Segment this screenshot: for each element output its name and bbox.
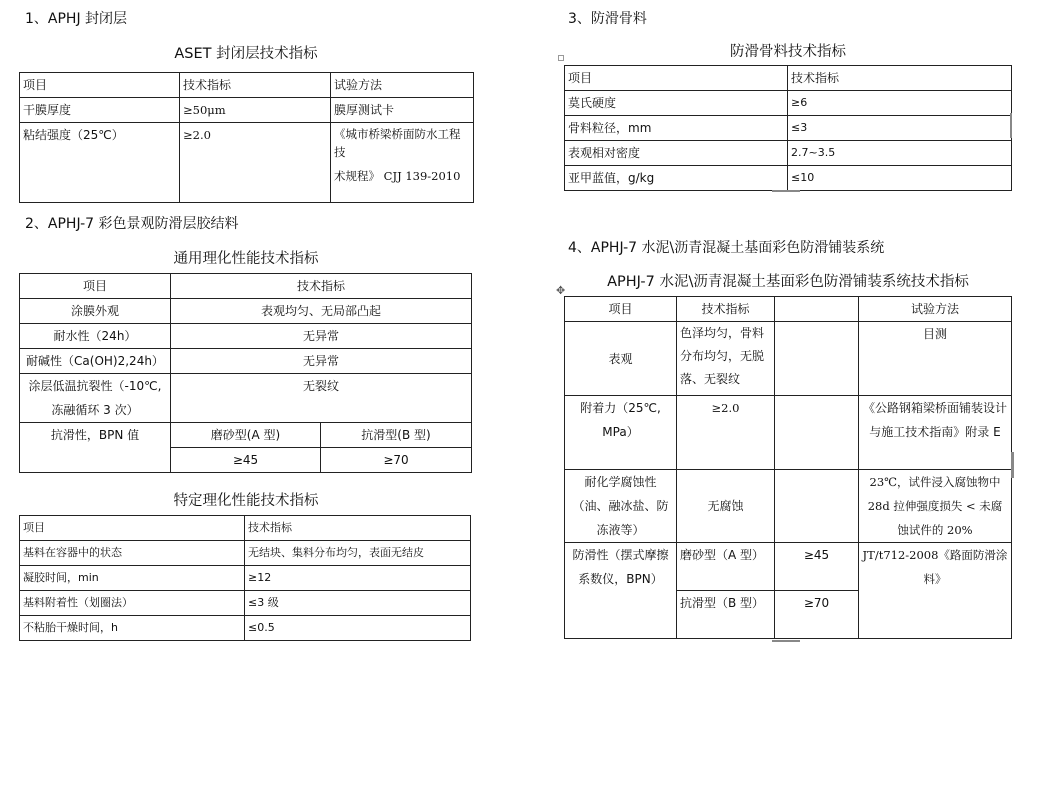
cell-item: 防滑性（摆式摩擦系数仪，BPN） (565, 543, 677, 639)
resize-handle (772, 190, 800, 192)
paving-system-spec-table (564, 296, 1012, 639)
cell-item: 耐化学腐蚀性（油、融冰盐、防冻液等） (565, 470, 677, 543)
table-header-row (565, 66, 1012, 91)
cell-empty (775, 396, 859, 470)
header-cell: 项目 (20, 516, 245, 541)
table-row (20, 566, 471, 591)
cell-spec: ≥50μm (180, 98, 331, 123)
aset-spec-table (19, 72, 474, 203)
cell-type-b: 抗滑型(B 型) (321, 423, 472, 448)
cell-item: 耐碱性（Ca(OH)2,24h） (20, 349, 171, 374)
cell-item: 亚甲蓝值，g/kg (565, 166, 788, 191)
method-line-1: 《城市桥梁桥面防水工程技 (334, 127, 461, 159)
cell-spec: 无腐蚀 (677, 470, 775, 543)
section-3-heading: 3、防滑骨料 (568, 11, 647, 27)
cell-item: 耐水性（24h） (20, 324, 171, 349)
header-cell: 技术指标 (788, 66, 1012, 91)
section-2-heading: 2、APHJ-7 彩色景观防滑层胶结料 (25, 216, 239, 232)
header-cell: 技术指标 (171, 274, 472, 299)
cell-spec: 无裂纹 (171, 374, 472, 423)
resize-handle (772, 640, 800, 642)
cell-spec: 2.7~3.5 (788, 141, 1012, 166)
table-row (20, 123, 474, 203)
cell-item: 凝胶时间，min (20, 566, 245, 591)
cell-item: 基料在容器中的状态 (20, 541, 245, 566)
cell-spec: 无异常 (171, 324, 472, 349)
cell-item: 附着力（25℃, MPa） (565, 396, 677, 470)
table-row (565, 322, 1012, 396)
header-cell (775, 297, 859, 322)
cell-item: 莫氏硬度 (565, 91, 788, 116)
cell-empty (775, 322, 859, 396)
anchor-marker-icon (558, 55, 564, 61)
header-cell: 技术指标 (245, 516, 471, 541)
cell-item: 干膜厚度 (20, 98, 180, 123)
cell-method: 23℃，试件浸入腐蚀物中 28d 拉伸强度损失 < 未腐蚀试件的 20% (859, 470, 1012, 543)
section-1-heading: 1、APHJ 封闭层 (25, 11, 128, 27)
table-row (20, 591, 471, 616)
cell-spec: ≥6 (788, 91, 1012, 116)
header-cell: 技术指标 (180, 73, 331, 98)
cell-method: 目测 (859, 322, 1012, 396)
resize-handle (1011, 452, 1014, 478)
table-row (565, 91, 1012, 116)
cell-spec: ≤10 (788, 166, 1012, 191)
resize-handle (1010, 113, 1012, 138)
table-row (20, 423, 472, 448)
cell-value-a: ≥45 (775, 543, 859, 591)
table-row (20, 98, 474, 123)
table-row (20, 349, 472, 374)
cell-value-b: ≥70 (775, 591, 859, 639)
cell-empty (775, 470, 859, 543)
cell-spec: ≤3 (788, 116, 1012, 141)
table-row (20, 299, 472, 324)
cell-spec: ≥12 (245, 566, 471, 591)
cell-spec: ≥2.0 (180, 123, 331, 203)
header-cell: 技术指标 (677, 297, 775, 322)
table-header-row (20, 516, 471, 541)
cell-item: 抗滑性，BPN 值 (20, 423, 171, 473)
section-4-table-title: APHJ-7 水泥\沥青混凝土基面彩色防滑铺装系统技术指标 (607, 274, 969, 290)
header-cell: 项目 (565, 297, 677, 322)
cell-item: 骨料粒径，mm (565, 116, 788, 141)
section-2-table-title: 通用理化性能技术指标 (173, 251, 319, 267)
cell-spec: ≥2.0 (677, 396, 775, 470)
cell-method: 膜厚测试卡 (331, 98, 474, 123)
table-row (565, 470, 1012, 543)
cell-method (331, 123, 474, 203)
cell-item: 不粘胎干燥时间，h (20, 616, 245, 641)
cell-spec: 色泽均匀，骨料分布均匀，无脱落、无裂纹 (677, 322, 775, 396)
specific-table-title: 特定理化性能技术指标 (173, 493, 319, 509)
table-header-row (20, 73, 474, 98)
section-1-table-title: ASET 封闭层技术指标 (174, 46, 318, 62)
cell-spec: 表观均匀、无局部凸起 (171, 299, 472, 324)
cell-item: 涂层低温抗裂性（-10℃, 冻融循环 3 次） (20, 374, 171, 423)
table-row (565, 543, 1012, 591)
method-line-2: 术规程》 CJJ 139-2010 (334, 169, 461, 183)
table-row (565, 141, 1012, 166)
table-header-row (565, 297, 1012, 322)
table-row (20, 616, 471, 641)
table-row (20, 541, 471, 566)
cell-item: 表观相对密度 (565, 141, 788, 166)
cell-spec: ≤0.5 (245, 616, 471, 641)
general-properties-table (19, 273, 472, 473)
cell-spec: ≤3 级 (245, 591, 471, 616)
cell-spec: 无结块、集料分布均匀，表面无结皮 (245, 541, 471, 566)
cell-item: 表观 (565, 322, 677, 396)
header-cell: 项目 (20, 274, 171, 299)
cell-value-b: ≥70 (321, 448, 472, 473)
section-3-table-title: 防滑骨料技术指标 (730, 44, 846, 60)
cell-item: 基料附着性（划圈法） (20, 591, 245, 616)
table-row (565, 396, 1012, 470)
table-header-row (20, 274, 472, 299)
aggregate-spec-table (564, 65, 1012, 191)
cell-item: 涂膜外观 (20, 299, 171, 324)
cell-value-a: ≥45 (171, 448, 321, 473)
specific-properties-table (19, 515, 471, 641)
cell-method: JT/t712-2008《路面防滑涂料》 (859, 543, 1012, 639)
cell-spec: 无异常 (171, 349, 472, 374)
cell-type-b: 抗滑型（B 型） (677, 591, 775, 639)
header-cell: 试验方法 (859, 297, 1012, 322)
table-row (565, 116, 1012, 141)
cell-item: 粘结强度（25℃） (20, 123, 180, 203)
header-cell: 项目 (20, 73, 180, 98)
header-cell: 项目 (565, 66, 788, 91)
cell-type-a: 磨砂型(A 型) (171, 423, 321, 448)
cell-method: 《公路钢箱梁桥面铺装设计与施工技术指南》附录 E (859, 396, 1012, 470)
header-cell: 试验方法 (331, 73, 474, 98)
table-row (20, 324, 472, 349)
cell-type-a: 磨砂型（A 型） (677, 543, 775, 591)
table-row (565, 166, 1012, 191)
table-row (20, 374, 472, 423)
move-handle-icon[interactable]: ✥ (556, 284, 566, 297)
section-4-heading: 4、APHJ-7 水泥\沥青混凝土基面彩色防滑铺装系统 (568, 240, 885, 256)
